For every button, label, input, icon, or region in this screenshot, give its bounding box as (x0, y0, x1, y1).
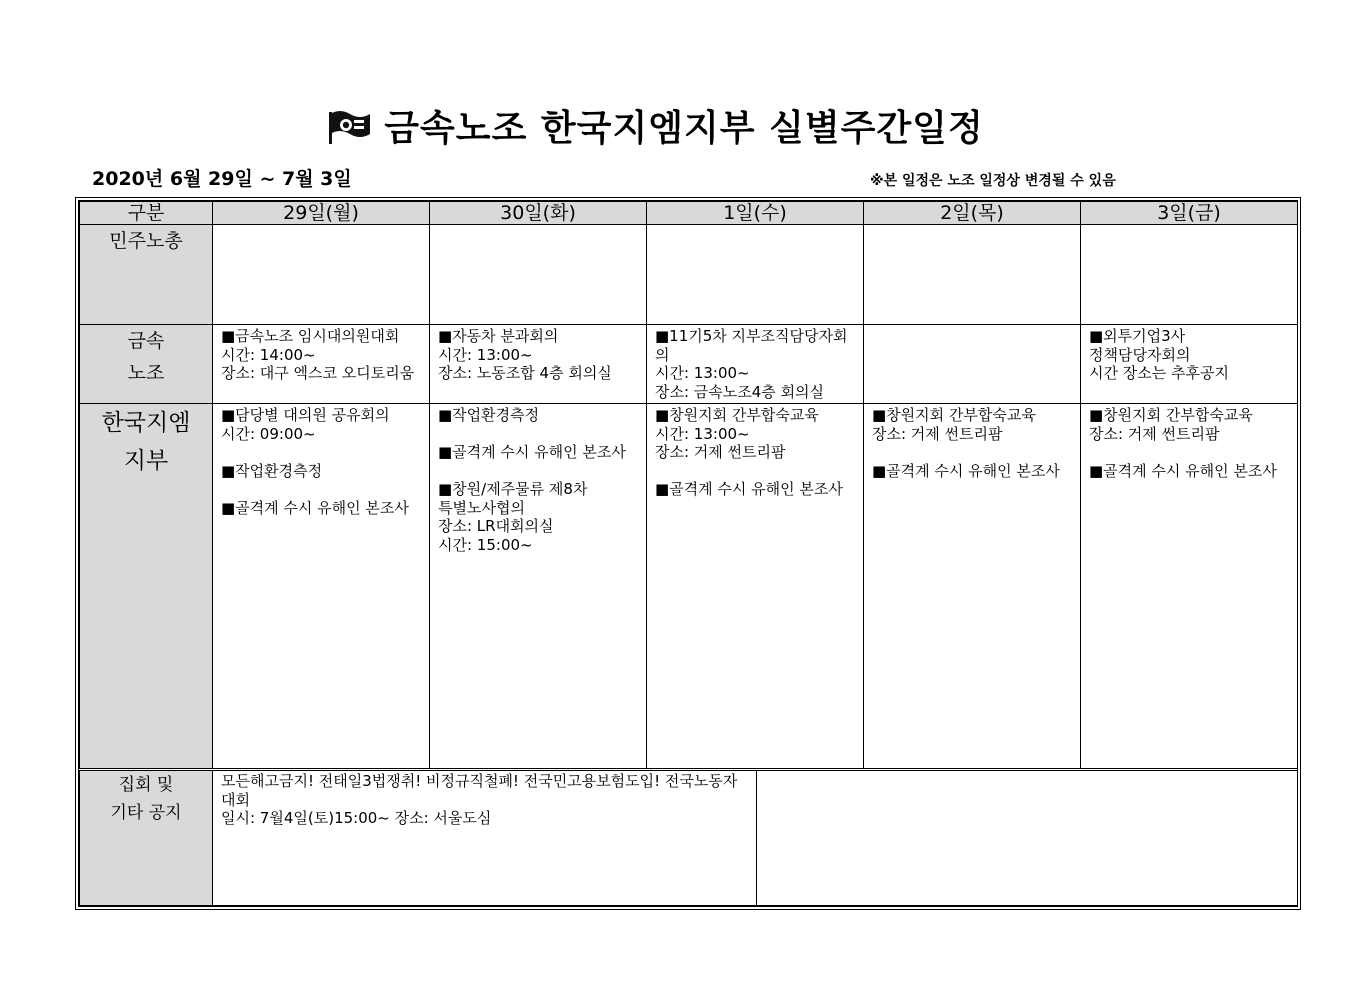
cell-text: ■자동차 분과회의 시간: 13:00~ 장소: 노동조합 4층 회의실 (438, 327, 612, 382)
corner-header: 구분 (80, 202, 213, 225)
cell-text: ■담당별 대의원 공유회의 시간: 09:00~ ■작업환경측정 ■골격계 수시 유해인 본조사 (221, 406, 409, 517)
cell-text (864, 225, 1080, 229)
schedule-cell (864, 404, 1081, 770)
row-label-line: 금속 (127, 330, 165, 352)
schedule-cell (430, 404, 647, 770)
cell-text: ■11기5차 지부조직담당자회의 시간: 13:00~ 장소: 금속노조4층 회의실 (655, 327, 848, 401)
schedule-cell (213, 225, 430, 325)
cell-text (647, 225, 863, 229)
schedule-cell (864, 225, 1081, 325)
row-label-line: 지부 (123, 448, 169, 474)
cell-text: ■금속노조 임시대의원대회 시간: 14:00~ 장소: 대구 엑스코 오디토리움 (221, 327, 415, 382)
notice-split (213, 771, 1297, 905)
cell-text: ■외투기업3사 정책담당자회의 시간 장소는 추후공지 (1089, 327, 1229, 382)
row-kmwu (80, 325, 1298, 404)
schedule-cell (1081, 404, 1298, 770)
date-range: 2020년 6월 29일 ~ 7월 3일 (92, 168, 352, 190)
row-label-kctu (80, 225, 213, 325)
cell-text: ■창원지회 간부합숙교육 시간: 13:00~ 장소: 거제 썬트리팜 ■골격계 수시 유해인 본조사 (655, 406, 843, 498)
schedule-cell (213, 404, 430, 770)
schedule-cell (864, 325, 1081, 404)
row-kctu (80, 225, 1298, 325)
schedule-cell (647, 325, 864, 404)
union-logo-icon (326, 106, 372, 146)
schedule-notice: ※본 일정은 노조 일정상 변경될 수 있음 (870, 173, 1116, 189)
header-row (80, 202, 1298, 225)
notice-right-text (757, 771, 1297, 905)
row-label-line: 노조 (127, 362, 165, 384)
schedule-cell (430, 225, 647, 325)
day-header: 29일(월) (213, 202, 430, 225)
row-label-gm-branch (80, 404, 213, 770)
day-header: 3일(금) (1081, 202, 1298, 225)
cell-text (213, 225, 429, 229)
title-area (0, 100, 1310, 151)
row-label-line: 집회 및 (118, 775, 174, 795)
page-title (326, 100, 983, 151)
day-header: 30일(화) (430, 202, 647, 225)
schedule-cell (647, 404, 864, 770)
row-label-notice (80, 770, 213, 906)
cell-text (1081, 225, 1297, 229)
notice-left-text: 모든해고금지! 전태일3법쟁취! 비정규직철폐! 전국민고용보험도입! 전국노동자대회 일시: 7월4일(토)15:00~ 장소: 서울도심 (213, 771, 757, 905)
day-header: 1일(수) (647, 202, 864, 225)
schedule-table-frame (75, 197, 1301, 910)
cell-text: ■작업환경측정 ■골격계 수시 유해인 본조사 ■창원/제주물류 제8차 특별노사협의 장소: LR대회의실 시간: 15:00~ (438, 406, 626, 554)
cell-text: ■창원지회 간부합숙교육 장소: 거제 썬트리팜 ■골격계 수시 유해인 본조사 (1089, 406, 1277, 480)
cell-text (864, 325, 1080, 329)
row-label-line: 기타 공지 (110, 803, 182, 823)
schedule-cell (1081, 325, 1298, 404)
cell-text: ■창원지회 간부합숙교육 장소: 거제 썬트리팜 ■골격계 수시 유해인 본조사 (872, 406, 1060, 480)
title-text: 금속노조 한국지엠지부 실별주간일정 (384, 108, 984, 149)
row-notice (80, 770, 1298, 906)
schedule-cell (1081, 225, 1298, 325)
row-label-line: 민주노총 (109, 230, 183, 252)
schedule-cell (430, 325, 647, 404)
schedule-cell (647, 225, 864, 325)
day-header: 2일(목) (864, 202, 1081, 225)
row-label-kmwu (80, 325, 213, 404)
cell-text (430, 225, 646, 229)
schedule-cell (213, 325, 430, 404)
schedule-table (79, 201, 1298, 906)
row-label-line: 한국지엠 (101, 410, 191, 436)
row-gm-branch (80, 404, 1298, 770)
notice-cell (213, 770, 1298, 906)
